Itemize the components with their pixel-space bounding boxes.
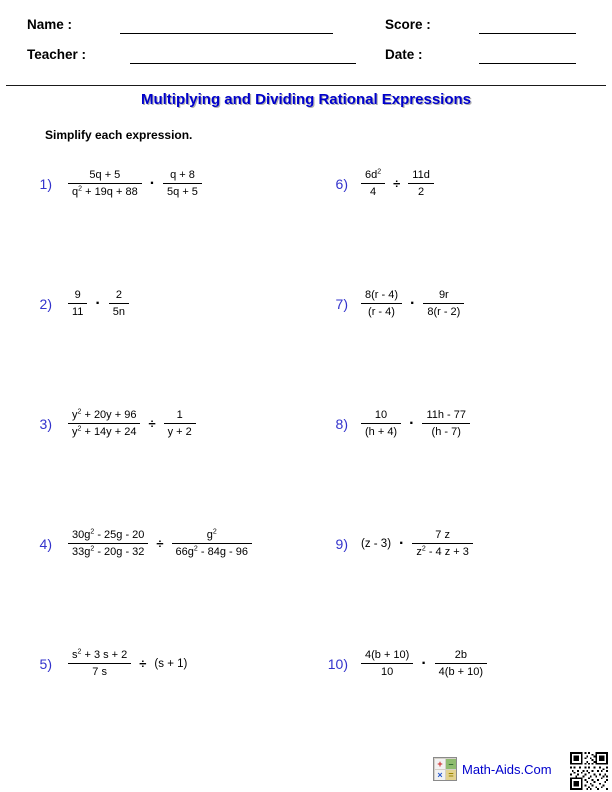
problem-number: 5) (39, 655, 52, 672)
fraction-numerator: 2b (454, 649, 467, 661)
expression (359, 648, 489, 679)
term: (s + 1) (154, 657, 188, 670)
fraction-denominator: (h + 4) (361, 423, 401, 439)
multiplication-operator: · (399, 534, 405, 552)
expression (66, 288, 131, 319)
problem-number: 9) (335, 535, 348, 552)
problem-number: 6) (335, 175, 348, 192)
problem (25, 168, 204, 199)
equals-icon: = (446, 770, 456, 780)
expression (359, 408, 472, 439)
brand-link[interactable]: Math-Aids.Com (462, 762, 552, 777)
fraction-numerator: 1 (176, 409, 183, 421)
fraction (361, 288, 402, 319)
problem (315, 288, 466, 319)
fraction-numerator: 10 (374, 409, 388, 421)
problem-number: 7) (335, 295, 348, 312)
expression (359, 168, 436, 199)
fraction (68, 528, 148, 559)
fraction-numerator: $s^2 + 3$ s + 2 (72, 648, 128, 661)
fraction (435, 648, 487, 679)
problem-number: 2) (39, 295, 52, 312)
fraction-denominator: 4(b + 10) (435, 663, 487, 679)
fraction-denominator: $z^2 - 4$ z + 3 (412, 543, 473, 559)
problem (315, 168, 436, 199)
fraction-numerator: $y^2 + 20y + 96$ (72, 408, 137, 421)
name-label: Name : (27, 17, 73, 32)
fraction-numerator: 4(b + 10) (365, 649, 410, 661)
term: (z - 3) (361, 537, 392, 550)
fraction-denominator: 11 (68, 303, 87, 319)
date-label: Date : (385, 47, 423, 62)
problem-number: 10) (327, 655, 348, 672)
fraction-denominator: 2 (408, 183, 434, 199)
fraction (68, 288, 87, 319)
problem (315, 528, 475, 559)
score-blank-line (479, 19, 576, 34)
fraction-denominator: 7 s (68, 663, 131, 679)
fraction (423, 288, 464, 319)
fraction-numerator: $g^2$ (206, 528, 217, 541)
score-label: Score : (385, 17, 431, 32)
problem-number: 3) (39, 415, 52, 432)
fraction (408, 168, 434, 199)
fraction-numerator: $6d^2$ (365, 168, 382, 181)
teacher-label: Teacher : (27, 47, 87, 62)
fraction (68, 408, 140, 439)
fraction-denominator: (r - 4) (361, 303, 402, 319)
problem (25, 408, 198, 439)
header-divider (6, 85, 606, 86)
fraction (422, 408, 470, 439)
division-operator: ÷ (156, 536, 164, 551)
minus-icon: – (446, 759, 456, 769)
plus-icon: + (435, 759, 445, 769)
times-icon: × (435, 770, 445, 780)
expression (66, 168, 204, 199)
problem (25, 288, 131, 319)
division-operator: ÷ (148, 416, 156, 431)
fraction-numerator: 2 (115, 289, 122, 301)
fraction-denominator: 8(r - 2) (423, 303, 464, 319)
multiplication-operator: · (421, 654, 427, 672)
fraction-numerator: 11d (412, 169, 430, 181)
fraction (361, 408, 401, 439)
fraction-numerator: $30g^2 - 25g - 20$ (72, 528, 145, 541)
fraction (361, 168, 385, 199)
fraction-denominator: 4 (361, 183, 385, 199)
fraction (361, 648, 413, 679)
qr-code (570, 752, 608, 790)
fraction-numerator: 11h - 77 (426, 409, 466, 421)
problem (315, 408, 472, 439)
fraction-denominator: $y^2 + 14y + 24$ (68, 423, 140, 439)
name-blank-line (120, 19, 333, 34)
problem-number: 4) (39, 535, 52, 552)
fraction (109, 288, 129, 319)
multiplication-operator: · (149, 174, 156, 192)
fraction-denominator: (h - 7) (422, 423, 470, 439)
fraction-denominator: $66g^2 - 84g - 96$ (172, 543, 252, 559)
expression (66, 408, 198, 439)
fraction-numerator: 8(r - 4) (365, 289, 398, 301)
problem (25, 648, 189, 679)
fraction (412, 528, 473, 559)
instruction-text: Simplify each expression. (45, 128, 193, 142)
multiplication-operator: · (410, 294, 416, 312)
math-aids-logo-icon (433, 757, 457, 781)
problem (315, 648, 489, 679)
fraction-denominator: 5q + 5 (163, 183, 202, 199)
worksheet-title: Multiplying and Dividing Rational Expressions (140, 91, 472, 108)
fraction-numerator: q + 8 (170, 169, 195, 181)
fraction-denominator: 10 (361, 663, 413, 679)
division-operator: ÷ (393, 176, 401, 191)
fraction-numerator: 7 z (435, 529, 450, 541)
division-operator: ÷ (139, 656, 147, 671)
fraction-numerator: 9r (438, 289, 449, 301)
expression (359, 528, 475, 559)
expression (66, 528, 254, 559)
fraction-denominator: $33g^2 - 20g - 32$ (68, 543, 148, 559)
problem-number: 1) (39, 175, 52, 192)
fraction-denominator: 5n (109, 303, 129, 319)
teacher-blank-line (130, 49, 356, 64)
problem-number: 8) (335, 415, 348, 432)
fraction (163, 168, 202, 199)
fraction-numerator: 9 (74, 289, 81, 301)
multiplication-operator: · (409, 414, 415, 432)
fraction-denominator: $q^2 + 19q + 88$ (68, 183, 142, 199)
fraction-denominator: y + 2 (164, 423, 196, 439)
fraction (68, 168, 142, 199)
fraction (164, 408, 196, 439)
expression (359, 288, 466, 319)
fraction (68, 648, 131, 679)
date-blank-line (479, 49, 576, 64)
fraction-numerator: 5q + 5 (89, 169, 121, 181)
expression (66, 648, 189, 679)
problem (25, 528, 254, 559)
fraction (172, 528, 252, 559)
multiplication-operator: · (95, 294, 101, 312)
